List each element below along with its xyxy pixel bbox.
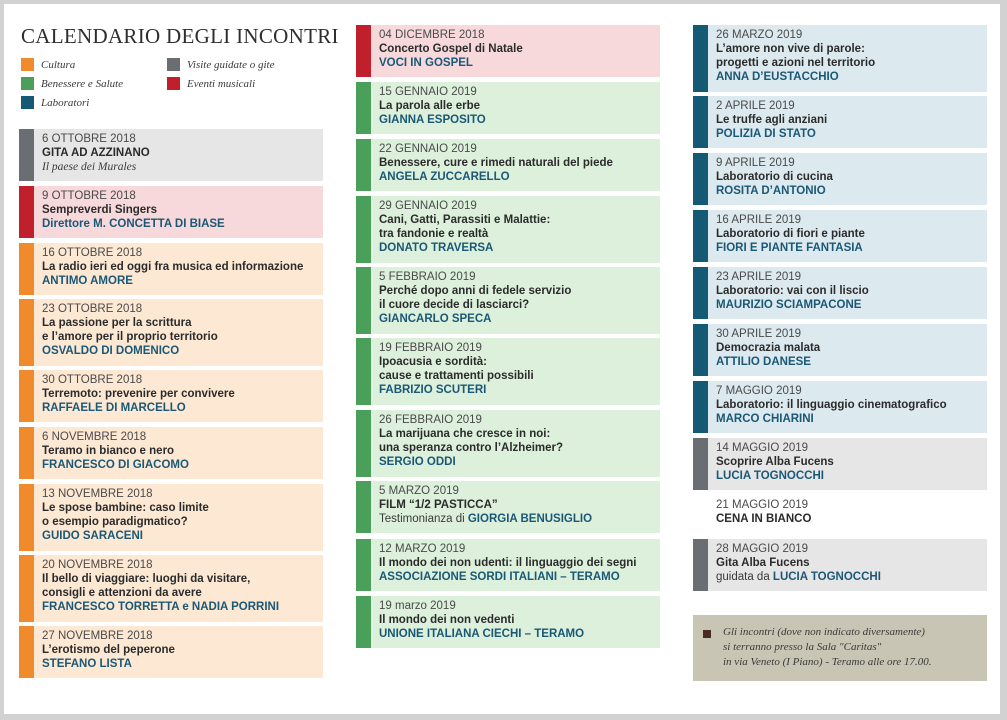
legend-item	[21, 58, 75, 71]
event-title: FILM “1/2 PASTICCA”	[379, 499, 498, 511]
event-speaker: VOCI IN GOSPEL	[379, 57, 473, 69]
event-title: Perché dopo anni di fedele servizio	[379, 285, 572, 297]
event-speaker: GIANCARLO SPECA	[379, 313, 492, 325]
event-title: Laboratorio: il linguaggio cinematografico	[716, 399, 947, 411]
event-title: Il bello di viaggiare: luoghi da visitare,	[42, 573, 251, 585]
event-speaker: UNIONE ITALIANA CIECHI – TERAMO	[379, 628, 585, 640]
event-speaker: STEFANO LISTA	[42, 658, 132, 670]
event-date: 12 MARZO 2019	[379, 543, 466, 555]
event-card	[356, 410, 660, 477]
event-card	[693, 539, 987, 591]
event-card	[19, 555, 323, 622]
event-date: 21 MAGGIO 2019	[716, 499, 809, 511]
event-speaker: ASSOCIAZIONE SORDI ITALIANI – TERAMO	[379, 571, 620, 583]
event-title: La parola alle erbe	[379, 100, 480, 112]
event-date: 2 APRILE 2019	[716, 100, 795, 112]
event-card	[693, 267, 987, 319]
event-speaker: FABRIZIO SCUTERI	[379, 384, 487, 396]
event-title: Le spose bambine: caso limite	[42, 502, 209, 514]
event-title: progetti e azioni nel territorio	[716, 57, 876, 69]
event-date: 19 marzo 2019	[379, 600, 456, 612]
event-card	[693, 25, 987, 92]
legend-item	[167, 77, 255, 90]
venue-note	[693, 615, 987, 681]
event-title: L’amore non vive di parole:	[716, 43, 865, 55]
calendar-page	[4, 4, 1000, 714]
event-date: 28 MAGGIO 2019	[716, 543, 809, 555]
event-date: 13 NOVEMBRE 2018	[42, 488, 153, 500]
event-title: Sempreverdi Singers	[42, 204, 158, 216]
event-card	[19, 370, 323, 422]
event-date: 16 OTTOBRE 2018	[42, 247, 143, 259]
event-card	[19, 626, 323, 678]
event-date: 5 MARZO 2019	[379, 485, 459, 497]
event-title: cause e trattamenti possibili	[379, 370, 534, 382]
event-speaker	[716, 570, 987, 584]
event-speaker: POLIZIA DI STATO	[716, 128, 816, 140]
event-card	[693, 324, 987, 376]
event-title: Cani, Gatti, Parassiti e Malattie:	[379, 214, 551, 226]
event-speaker: FIORI E PIANTE FANTASIA	[716, 242, 863, 254]
legend-swatch-icon	[21, 77, 34, 90]
event-title: Ipoacusia e sordità:	[379, 356, 488, 368]
speaker-name: GIORGIA BENUSIGLIO	[467, 513, 593, 525]
event-title: Laboratorio: vai con il liscio	[716, 285, 869, 297]
event-date: 20 NOVEMBRE 2018	[42, 559, 153, 571]
event-speaker: Direttore M. CONCETTA DI BIASE	[42, 218, 225, 230]
legend-swatch-icon	[167, 58, 180, 71]
legend-label: Visite guidate o gite	[187, 58, 275, 71]
event-speaker: FRANCESCO TORRETTA e NADIA PORRINI	[42, 601, 280, 613]
event-title: GITA AD AZZINANO	[42, 147, 150, 159]
event-card	[356, 25, 660, 77]
event-card	[356, 82, 660, 134]
event-title: Teramo in bianco e nero	[42, 445, 175, 457]
event-speaker: RAFFAELE DI MARCELLO	[42, 402, 186, 414]
event-subtitle: Il paese dei Murales	[42, 161, 137, 173]
legend-swatch-icon	[21, 58, 34, 71]
event-card	[19, 299, 323, 366]
legend-swatch-icon	[167, 77, 180, 90]
legend-label: Benessere e Salute	[41, 77, 124, 90]
event-date: 30 OTTOBRE 2018	[42, 374, 143, 386]
event-date: 29 GENNAIO 2019	[379, 200, 477, 212]
event-date: 23 APRILE 2019	[716, 271, 802, 283]
note-line: si terranno presso la Sala "Caritas"	[723, 641, 882, 653]
event-card	[356, 196, 660, 263]
event-date: 6 NOVEMBRE 2018	[42, 431, 147, 443]
event-title: Scoprire Alba Fucens	[716, 456, 834, 468]
event-date: 26 FEBBRAIO 2019	[379, 414, 482, 426]
event-speaker: ANGELA ZUCCARELLO	[379, 171, 510, 183]
venue-note-text	[723, 625, 985, 670]
event-speaker: ANNA D’EUSTACCHIO	[716, 71, 839, 83]
event-speaker: ANTIMO AMORE	[42, 275, 133, 287]
event-title: Il mondo dei non vedenti	[379, 614, 515, 626]
event-speaker: DONATO TRAVERSA	[379, 242, 494, 254]
event-title: tra fandonie e realtà	[379, 228, 489, 240]
event-card	[693, 495, 987, 535]
event-speaker: OSVALDO DI DOMENICO	[42, 345, 180, 357]
event-speaker: ATTILIO DANESE	[716, 356, 811, 368]
event-speaker	[379, 512, 660, 526]
event-date: 5 FEBBRAIO 2019	[379, 271, 476, 283]
event-title: La radio ieri ed oggi fra musica ed informazione	[42, 261, 304, 273]
legend-label: Eventi musicali	[187, 77, 256, 90]
event-speaker: GIANNA ESPOSITO	[379, 114, 486, 126]
legend-swatch-icon	[21, 96, 34, 109]
event-card	[693, 210, 987, 262]
event-date: 6 OTTOBRE 2018	[42, 133, 136, 145]
page-title: CALENDARIO DEGLI INCONTRI	[21, 24, 339, 48]
legend-item	[21, 96, 89, 109]
event-title: Le truffe agli anziani	[716, 114, 828, 126]
event-title: o esempio paradigmatico?	[42, 516, 188, 528]
event-card	[693, 96, 987, 148]
event-date: 26 MARZO 2019	[716, 29, 803, 41]
event-date: 23 OTTOBRE 2018	[42, 303, 143, 315]
event-title: Il mondo dei non udenti: il linguaggio dei segni	[379, 557, 637, 569]
event-date: 04 DICEMBRE 2018	[379, 29, 485, 41]
event-speaker: FRANCESCO DI GIACOMO	[42, 459, 189, 471]
event-card	[19, 484, 323, 551]
event-date: 22 GENNAIO 2019	[379, 143, 477, 155]
event-date: 7 MAGGIO 2019	[716, 385, 802, 397]
event-card	[356, 267, 660, 334]
legend	[21, 58, 321, 124]
event-speaker: LUCIA TOGNOCCHI	[716, 470, 824, 482]
event-speaker: SERGIO ODDI	[379, 456, 456, 468]
event-date: 9 OTTOBRE 2018	[42, 190, 136, 202]
event-date: 15 GENNAIO 2019	[379, 86, 477, 98]
event-title: il cuore decide di lasciarci?	[379, 299, 530, 311]
event-card	[19, 243, 323, 295]
event-card	[19, 427, 323, 479]
square-bullet-icon	[703, 630, 711, 638]
legend-label: Cultura	[41, 58, 76, 71]
event-title: una speranza contro l’Alzheimer?	[379, 442, 564, 454]
event-speaker: MARCO CHIARINI	[716, 413, 814, 425]
event-date: 30 APRILE 2019	[716, 328, 802, 340]
event-title: Gita Alba Fucens	[716, 557, 810, 569]
event-title: Concerto Gospel di Natale	[379, 43, 523, 55]
event-card	[356, 139, 660, 191]
event-date: 27 NOVEMBRE 2018	[42, 630, 153, 642]
event-title: Democrazia malata	[716, 342, 821, 354]
event-title: Benessere, cure e rimedi naturali del piede	[379, 157, 613, 169]
event-card	[693, 153, 987, 205]
event-card	[356, 338, 660, 405]
legend-item	[167, 58, 274, 71]
event-speaker: MAURIZIO SCIAMPACONE	[716, 299, 862, 311]
note-line: Gli incontri (dove non indicato diversamente)	[723, 626, 925, 638]
event-date: 14 MAGGIO 2019	[716, 442, 809, 454]
speaker-name: LUCIA TOGNOCCHI	[772, 571, 881, 583]
event-title: Terremoto: prevenire per convivere	[42, 388, 235, 400]
event-speaker: ROSITA D’ANTONIO	[716, 185, 826, 197]
event-card	[19, 129, 323, 181]
note-line: in via Veneto (I Piano) - Teramo alle ore 17.00.	[723, 656, 932, 668]
event-card	[356, 539, 660, 591]
speaker-prefix: Testimonianza di	[379, 513, 468, 525]
event-card	[356, 596, 660, 648]
event-title: Laboratorio di cucina	[716, 171, 833, 183]
event-speaker: GUIDO SARACENI	[42, 530, 143, 542]
legend-item	[21, 77, 123, 90]
event-card	[693, 438, 987, 490]
legend-label: Laboratori	[41, 96, 90, 109]
event-date: 9 APRILE 2019	[716, 157, 795, 169]
event-date: 16 APRILE 2019	[716, 214, 802, 226]
event-title: CENA IN BIANCO	[716, 513, 812, 525]
event-title: La passione per la scrittura	[42, 317, 192, 329]
event-card	[693, 381, 987, 433]
event-card	[356, 481, 660, 533]
event-title: Laboratorio di fiori e piante	[716, 228, 865, 240]
event-title: La marijuana che cresce in noi:	[379, 428, 551, 440]
event-title: consigli e attenzioni da avere	[42, 587, 202, 599]
speaker-prefix: guidata da	[716, 571, 773, 583]
event-card	[19, 186, 323, 238]
event-date: 19 FEBBRAIO 2019	[379, 342, 482, 354]
event-title: L’erotismo del peperone	[42, 644, 175, 656]
event-title: e l’amore per il proprio territorio	[42, 331, 218, 343]
